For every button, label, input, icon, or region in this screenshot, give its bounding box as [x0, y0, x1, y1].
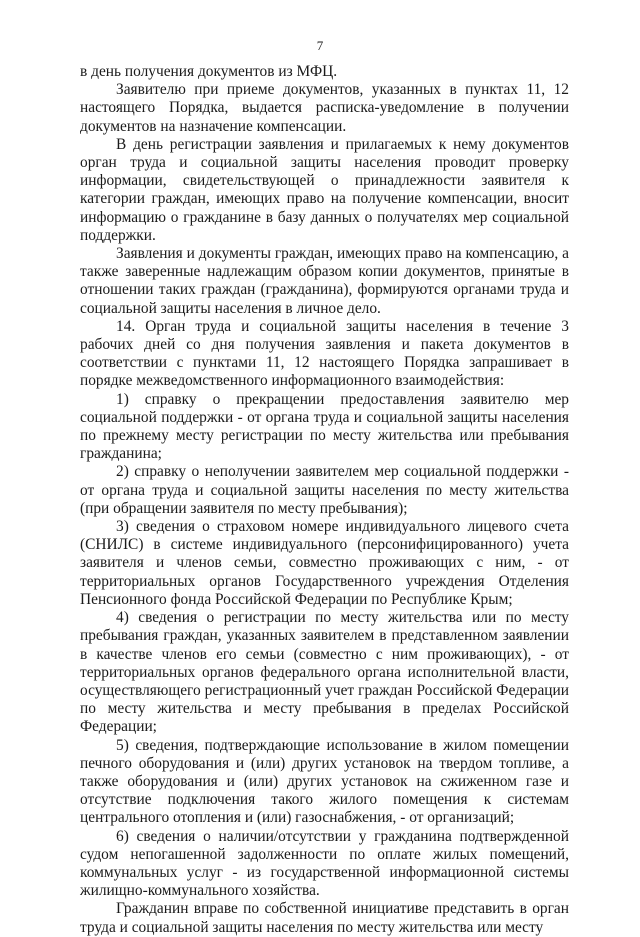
list-item-2: 2) справку о неполучении заявителем мер социальной поддержки - от органа труда и социальной защиты населения по месту жительства (при обращении заявителя по месту пребывания); — [80, 463, 569, 517]
list-item-6: 6) сведения о наличии/отсутствии у гражданина подтвержденной судом непогашенной задолженности по оплате жилых помещений, коммунальных услуг - из государственной информационной системы жилищно-коммунального хозяйства. — [80, 827, 569, 900]
list-item-4: 4) сведения о регистрации по месту жительства или по месту пребывания граждан, указанных заявителем в представленном заявлении в качестве членов его семьи (совместно с ним проживающих), - от территориальных органов федерального органа исполнительной власти, осуществляющего регистрационный учет граждан Российской Федерации по месту жительства и месту пребывания в пределах Российской Федерации; — [80, 609, 569, 736]
paragraph-personal-file: Заявления и документы граждан, имеющих право на компенсацию, а также заверенные надлежащим образом копии документов, принятые в отношении таких граждан (гражданина), формируются органами труда и социальной защиты населения в личное дело. — [80, 245, 569, 317]
paragraph-continuation: в день получения документов из МФЦ. — [80, 63, 338, 80]
list-item-1: 1) справку о прекращении предоставления заявителю мер социальной поддержки - от органа труда и социальной защиты населения по прежнему месту регистрации по месту жительства или пребывания гражданина; — [80, 390, 569, 463]
list-item-5: 5) сведения, подтверждающие использование в жилом помещении печного оборудования и (или) других установок на твердом топливе, а также оборудования и (или) других установок на сжиженном газе и отсутствие подключения такого жилого помещения к системам центрального отопления и (или) газоснабжения, - от организаций; — [80, 736, 569, 827]
list-item-3: 3) сведения о страховом номере индивидуального лицевого счета (СНИЛС) в системе индивидуального (персонифицированного) учета заявителя и членов семьи, совместно проживающих с ним, - от территориальных органов Государственного учреждения Отделения Пенсионного фонда Российской Федерации по Республике Крым; — [80, 518, 569, 608]
document-body — [80, 63, 569, 937]
paragraph-item-14: 14. Орган труда и социальной защиты населения в течение 3 рабочих дней со дня получения заявления и пакета документов в соответствии с пунктами 11, 12 настоящего Порядка запрашивает в порядке межведомственного информационного взаимодействия: — [80, 317, 569, 390]
page-number: 7 — [316, 38, 324, 53]
paragraph-receipt: Заявителю при приеме документов, указанных в пунктах 11, 12 настоящего Порядка, выдается расписка-уведомление в получении документов на назначение компенсации. — [80, 81, 569, 135]
paragraph-registration-check: В день регистрации заявления и прилагаемых к нему документов орган труда и социальной защиты населения проводит проверку информации, свидетельствующей о принадлежности заявителя к категории граждан, имеющих право на получение компенсации, вносит информацию о гражданине в базу данных о получателях мер социальной поддержки. — [80, 135, 569, 244]
paragraph-own-initiative: Гражданин вправе по собственной инициативе представить в орган труда и социальной защиты населения по месту жительства или месту — [80, 900, 569, 936]
